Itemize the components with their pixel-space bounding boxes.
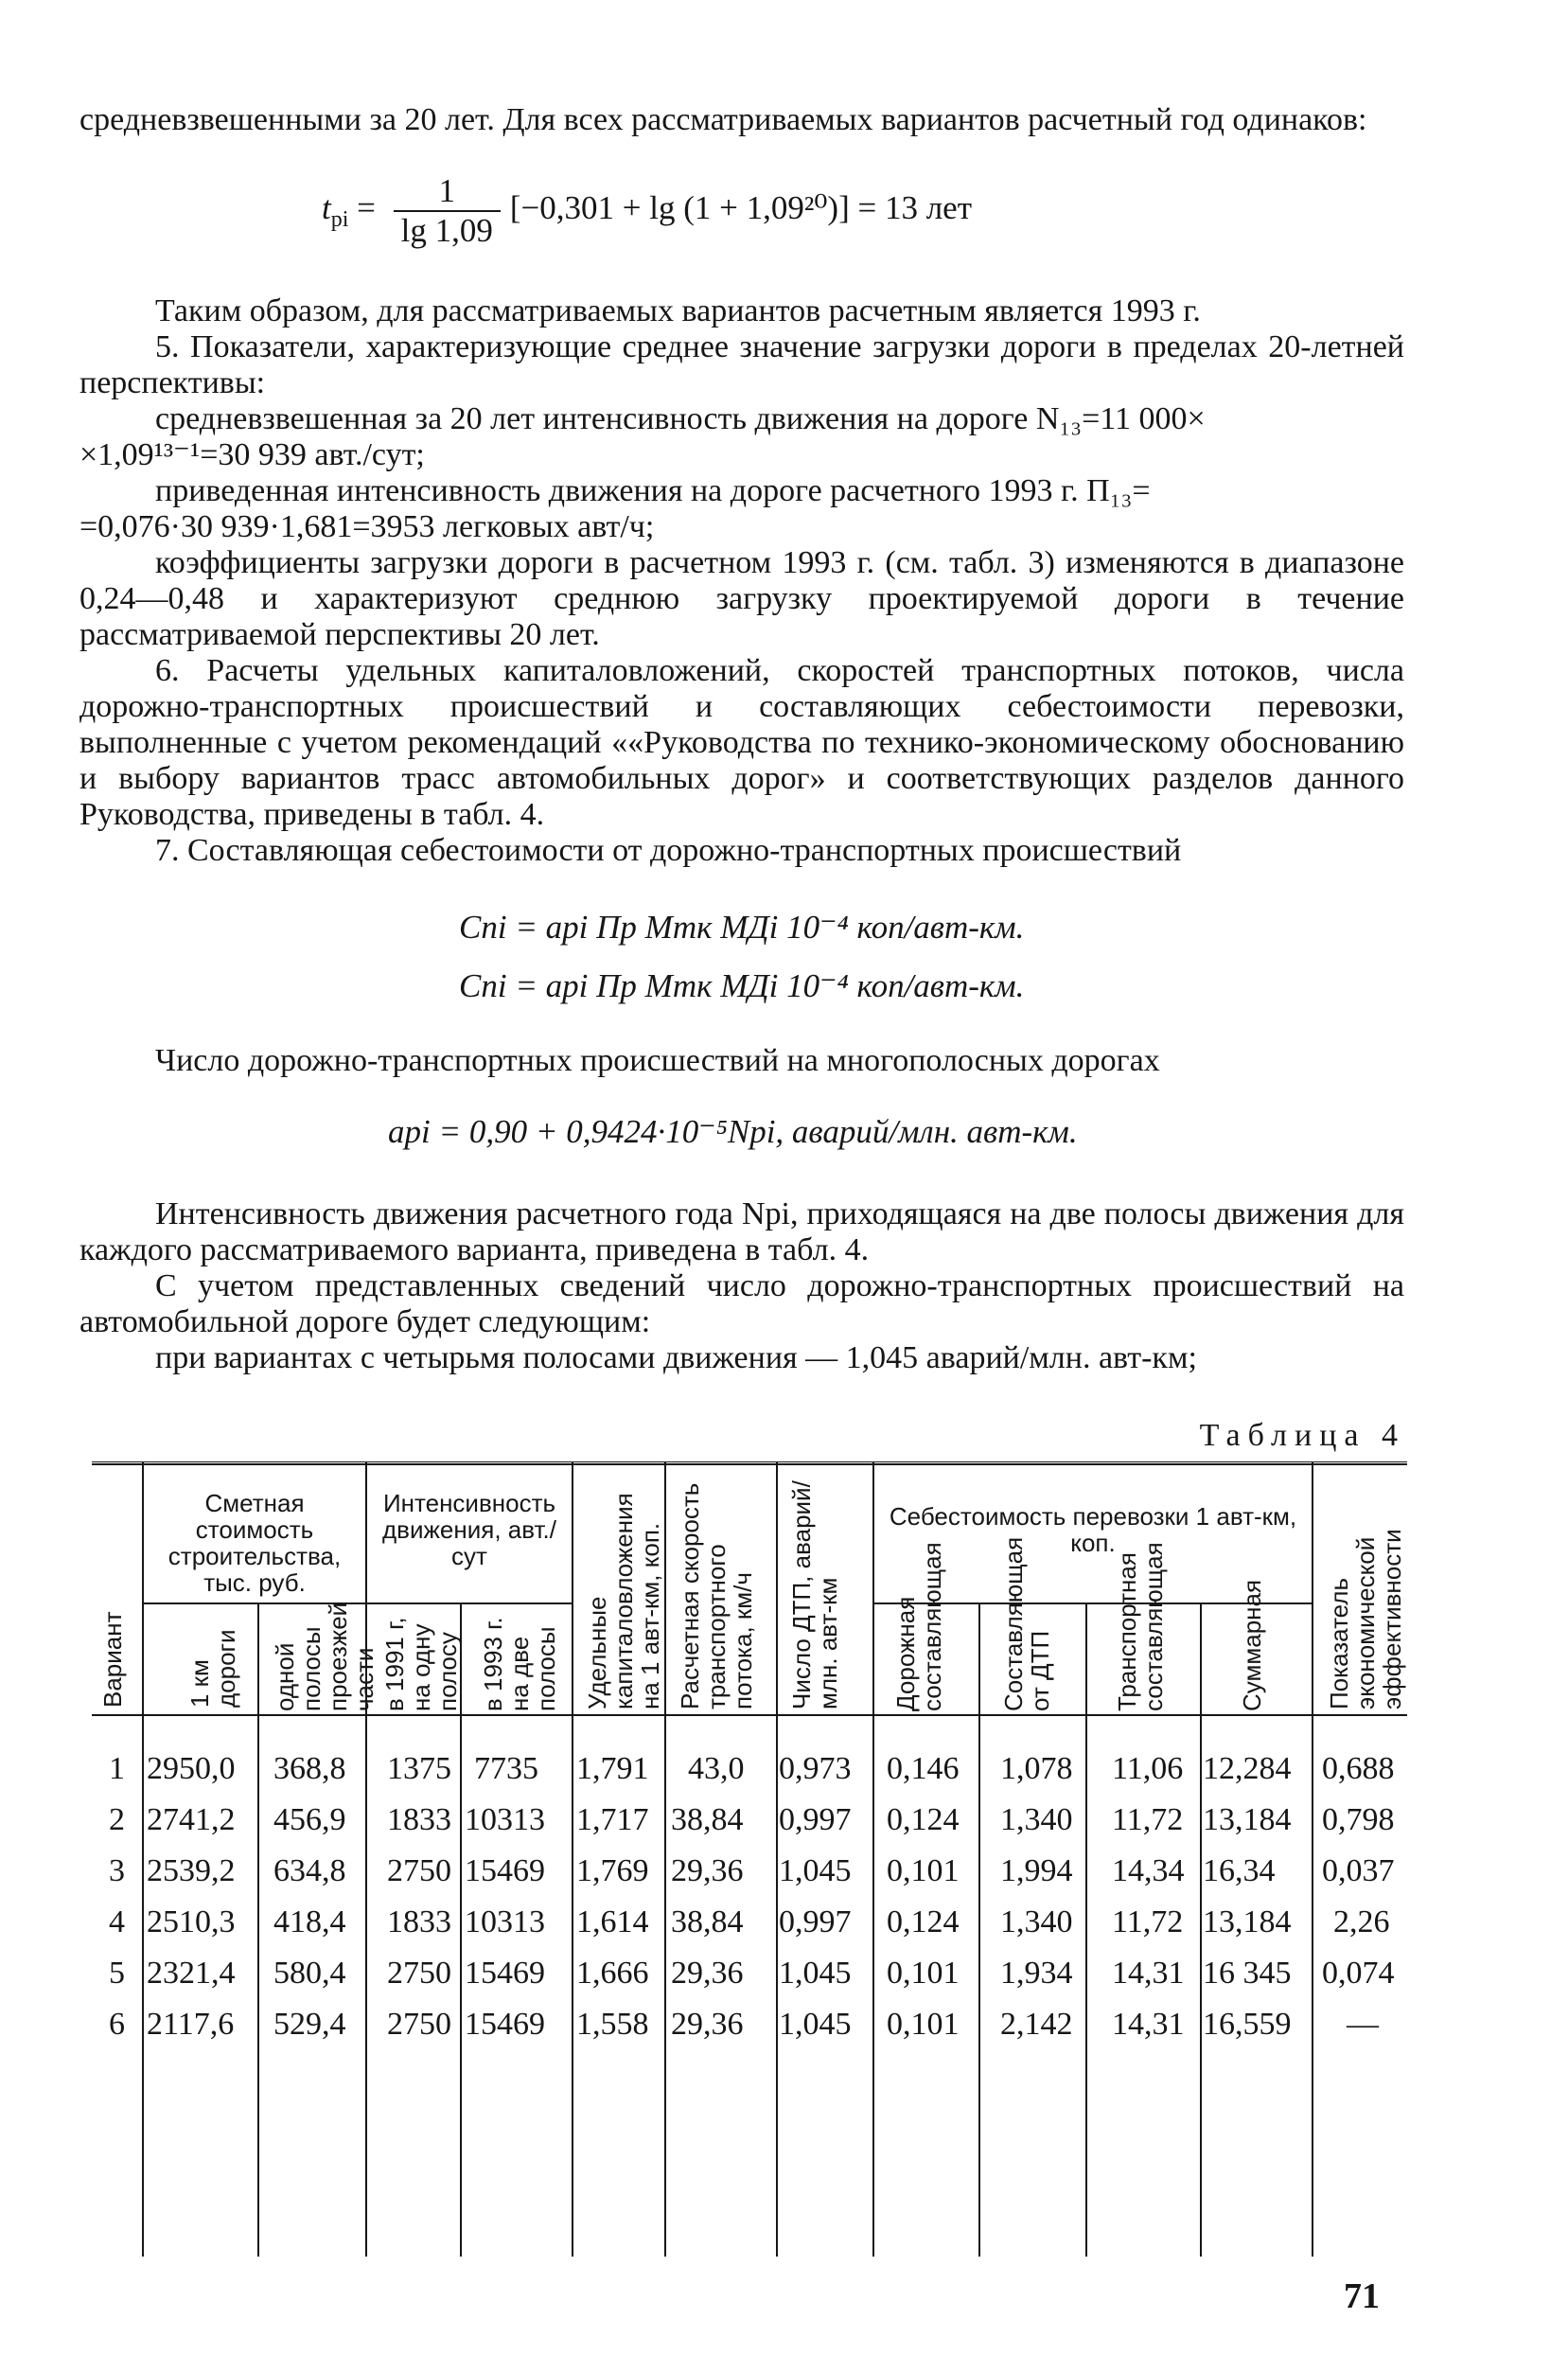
cell-variant: 6 xyxy=(109,2007,125,2042)
header-int-1993: в 1993 г. на две полосы xyxy=(479,1617,560,1711)
header-cost-lane: одной полосы проезжей части xyxy=(271,1602,379,1711)
cell-sc-transport: 14,31 xyxy=(1112,2007,1185,2042)
cell-variant: 4 xyxy=(109,1904,125,1939)
cell-sc-transport: 14,31 xyxy=(1112,1956,1185,1991)
cell-speed: 38,84 xyxy=(671,1802,744,1837)
cell-int-1991: 2750 xyxy=(387,1956,451,1991)
cell-dtp: 1,045 xyxy=(779,1956,852,1991)
cell-efficiency: 0,074 xyxy=(1322,1956,1395,1991)
cell-int-1993: 15469 xyxy=(465,2007,545,2042)
paragraph-text: коэффициенты загрузки дороги в расчетном 1993 г. (см. табл. 3) изменяются в диапазоне 0,24—0,48 и характеризуют среднюю загрузку проектируемой дороги в течение рассматриваемой перспективы 20 лет. xyxy=(79,545,1404,652)
table-row xyxy=(92,1846,1407,1897)
cell-sc-total: 16,559 xyxy=(1203,2007,1292,2042)
cell-variant: 1 xyxy=(109,1751,125,1786)
paragraph-block-3 xyxy=(79,1196,1404,1376)
cell-sc-dtp: 1,078 xyxy=(1000,1751,1073,1786)
header-efficiency: Показатель экономической эффективности xyxy=(1325,1529,1406,1709)
cell-dtp: 0,997 xyxy=(779,1802,852,1837)
cell-int-1993: 7735 xyxy=(474,1751,538,1786)
table-row xyxy=(92,1948,1407,1999)
header-intensity-group: Интенсивность движения, авт./сут xyxy=(382,1489,556,1570)
cell-efficiency: 0,798 xyxy=(1322,1802,1395,1837)
paragraph-text: при вариантах с четырьмя полосами движения — 1,045 аварий/млн. авт-км; xyxy=(155,1340,1197,1375)
header-capital: Удельные капиталовложения на 1 авт-км, коп. xyxy=(583,1493,664,1709)
cell-sc-transport: 11,06 xyxy=(1112,1751,1184,1786)
cell-capital: 1,717 xyxy=(576,1802,649,1837)
cell-dtp: 1,045 xyxy=(779,2007,852,2042)
cell-sc-dtp: 1,934 xyxy=(1000,1956,1073,1991)
header-sc-transport: Транспортная составляющая xyxy=(1113,1542,1168,1711)
cell-sc-road: 0,146 xyxy=(887,1751,960,1786)
cell-variant: 3 xyxy=(109,1853,125,1888)
cell-sc-total: 13,184 xyxy=(1203,1904,1292,1939)
cell-int-1991: 2750 xyxy=(387,2007,451,2042)
cell-int-1993: 15469 xyxy=(465,1853,545,1888)
cell-cost-km: 2741,2 xyxy=(147,1802,236,1837)
paragraph-text: ×1,09¹³⁻¹=30 939 авт./сут; xyxy=(79,437,425,472)
formula-fraction xyxy=(394,172,501,250)
cell-cost-lane: 368,8 xyxy=(273,1751,346,1786)
cell-speed: 38,84 xyxy=(671,1904,744,1939)
paragraph-1 xyxy=(79,102,1404,138)
header-sc-total: Суммарная xyxy=(1238,1579,1266,1711)
page-number: 71 xyxy=(1344,2276,1380,2316)
paragraph-text: Интенсивность движения расчетного года Npi, приходящаяся на две полосы движения для каждого рассматриваемого варианта, приведена в табл. 4. xyxy=(79,1196,1404,1267)
paragraph-text: 5. Показатели, характеризующие среднее значение загрузки дороги в пределах 20-летней перспективы: xyxy=(79,329,1404,400)
paragraph-text: приведенная интенсивность движения на дороге расчетного 1993 г. П₁₃= xyxy=(155,473,1151,508)
paragraph-block-2 xyxy=(79,293,1404,869)
cell-capital: 1,614 xyxy=(576,1904,649,1939)
cell-int-1991: 1833 xyxy=(387,1904,451,1939)
cell-cost-lane: 529,4 xyxy=(273,2007,346,2042)
formula-text: Cпi = api Пр Mтк MДi 10⁻⁴ коп/авт-км. xyxy=(459,967,1025,1004)
formula-text: api = 0,90 + 0,9424·10⁻⁵Npi, аварий/млн. авт-км. xyxy=(388,1113,1078,1150)
cell-capital: 1,666 xyxy=(576,1956,649,1991)
cell-sc-transport: 11,72 xyxy=(1112,1904,1184,1939)
header-int-1991: в 1991 г, на одну полосу xyxy=(380,1617,462,1711)
header-speed: Расчетная скорость транспортного потока, км/ч xyxy=(676,1482,757,1709)
cell-dtp: 0,973 xyxy=(779,1751,852,1786)
cell-cost-km: 2539,2 xyxy=(147,1853,236,1888)
header-sc-road: Дорожная составляющая xyxy=(891,1542,946,1711)
cell-sc-total: 13,184 xyxy=(1203,1802,1292,1837)
cell-sc-dtp: 1,994 xyxy=(1000,1853,1073,1888)
cell-sc-total: 16 345 xyxy=(1203,1956,1292,1991)
cell-sc-road: 0,101 xyxy=(887,1853,960,1888)
cell-sc-dtp: 2,142 xyxy=(1000,2007,1073,2042)
formula-accident-count xyxy=(388,1113,1078,1151)
formula-lhs-sub: pi xyxy=(330,207,349,233)
cell-cost-lane: 580,4 xyxy=(273,1956,346,1991)
data-table xyxy=(92,1461,1407,2257)
cell-efficiency: 0,688 xyxy=(1322,1751,1395,1786)
formula-eq: = xyxy=(348,189,384,227)
cell-int-1993: 15469 xyxy=(465,1956,545,1991)
cell-sc-road: 0,101 xyxy=(887,2007,960,2042)
formula-rhs: [−0,301 + lg (1 + 1,09²⁰)] = 13 лет xyxy=(509,189,973,227)
formula-design-year xyxy=(322,172,972,250)
paragraph-text: средневзвешенная за 20 лет интенсивность движения на дороге N₁₃=11 000× xyxy=(155,401,1206,436)
cell-variant: 5 xyxy=(109,1956,125,1991)
paragraph-text: средневзвешенными за 20 лет. Для всех рассматриваемых вариантов расчетный год одинаков: xyxy=(79,102,1367,137)
cell-speed: 29,36 xyxy=(671,1853,744,1888)
cell-int-1991: 2750 xyxy=(387,1853,451,1888)
cell-sc-dtp: 1,340 xyxy=(1000,1904,1073,1939)
formula-lhs: t xyxy=(322,189,331,227)
formula-text: Cпi = api Пр Mтк MДi 10⁻⁴ коп/авт-км. xyxy=(459,909,1025,946)
paragraph-text: Число дорожно-транспортных происшествий на многополосных дорогах xyxy=(155,1043,1160,1078)
paragraph-text: С учетом представленных сведений число дорожно-транспортных происшествий на автомобильной дороге будет следующим: xyxy=(79,1268,1404,1339)
formula-accident-cost-2 xyxy=(459,967,1024,1005)
formula-accident-cost-1 xyxy=(459,909,1024,947)
cell-sc-total: 12,284 xyxy=(1203,1751,1292,1786)
cell-capital: 1,769 xyxy=(576,1853,649,1888)
cell-speed: 43,0 xyxy=(688,1751,745,1786)
table-row xyxy=(92,1999,1407,2050)
cell-dtp: 1,045 xyxy=(779,1853,852,1888)
paragraph-text: Таким образом, для рассматриваемых вариантов расчетным является 1993 г. xyxy=(155,293,1201,328)
cell-sc-road: 0,124 xyxy=(887,1904,960,1939)
cell-sc-road: 0,101 xyxy=(887,1956,960,1991)
cell-sc-road: 0,124 xyxy=(887,1802,960,1837)
cell-speed: 29,36 xyxy=(671,1956,744,1991)
cell-cost-lane: 634,8 xyxy=(273,1853,346,1888)
fraction-denominator: lg 1,09 xyxy=(400,212,493,249)
cell-int-1993: 10313 xyxy=(465,1904,545,1939)
cell-capital: 1,791 xyxy=(576,1751,649,1786)
cell-cost-km: 2117,6 xyxy=(147,2007,235,2042)
cell-efficiency: 2,26 xyxy=(1333,1904,1390,1939)
cell-sc-transport: 11,72 xyxy=(1112,1802,1184,1837)
cell-sc-dtp: 1,340 xyxy=(1000,1802,1073,1837)
cell-cost-km: 2950,0 xyxy=(147,1751,236,1786)
paragraph-text: =0,076·30 939·1,681=3953 легковых авт/ч; xyxy=(79,509,655,544)
table-row xyxy=(92,1897,1407,1948)
header-cost-km: 1 км дороги xyxy=(185,1629,240,1708)
cell-capital: 1,558 xyxy=(576,2007,649,2042)
header-cost-group: Сметная стоимость строительства, тыс. руб. xyxy=(167,1489,342,1597)
paragraph-text: 7. Составляющая себестоимости от дорожно-транспортных происшествий xyxy=(155,833,1182,868)
header-dtp: Число ДТП, аварий/млн. авт-км xyxy=(787,1480,842,1709)
paragraph-text: 6. Расчеты удельных капиталовложений, скоростей транспортных потоков, числа дорожно-транспортных происшествий и составляющих себестоимости перевозки, выполненные с учетом рекомендаций ««Руководства по технико-экономическому обоснованию и выбору вариантов трасс автомобильных дорог» и соответствующих разделов данного Руководства, приведены в табл. 4. xyxy=(79,653,1404,832)
cell-speed: 29,36 xyxy=(671,2007,744,2042)
cell-dtp: 0,997 xyxy=(779,1904,852,1939)
header-selfcost-group: Себестоимость перевозки 1 авт-км, коп. xyxy=(889,1502,1297,1557)
cell-int-1991: 1833 xyxy=(387,1802,451,1837)
table-row xyxy=(92,1744,1407,1795)
cell-sc-transport: 14,34 xyxy=(1112,1853,1185,1888)
cell-sc-total: 16,34 xyxy=(1203,1853,1276,1888)
fraction-numerator: 1 xyxy=(394,172,501,212)
cell-variant: 2 xyxy=(109,1802,125,1837)
cell-efficiency: 0,037 xyxy=(1322,1853,1395,1888)
cell-cost-lane: 456,9 xyxy=(273,1802,346,1837)
paragraph-9 xyxy=(79,1043,1404,1079)
header-variant: Вариант xyxy=(98,1611,127,1708)
table-row xyxy=(92,1795,1407,1846)
cell-int-1991: 1375 xyxy=(387,1751,451,1786)
table-title: Таблица 4 xyxy=(1199,1418,1405,1453)
cell-cost-km: 2510,3 xyxy=(147,1904,236,1939)
header-sc-dtp: Составляющая от ДТП xyxy=(999,1536,1054,1711)
cell-cost-km: 2321,4 xyxy=(147,1956,236,1991)
cell-efficiency: — xyxy=(1347,2007,1379,2042)
cell-int-1993: 10313 xyxy=(465,1802,545,1837)
cell-cost-lane: 418,4 xyxy=(273,1904,346,1939)
